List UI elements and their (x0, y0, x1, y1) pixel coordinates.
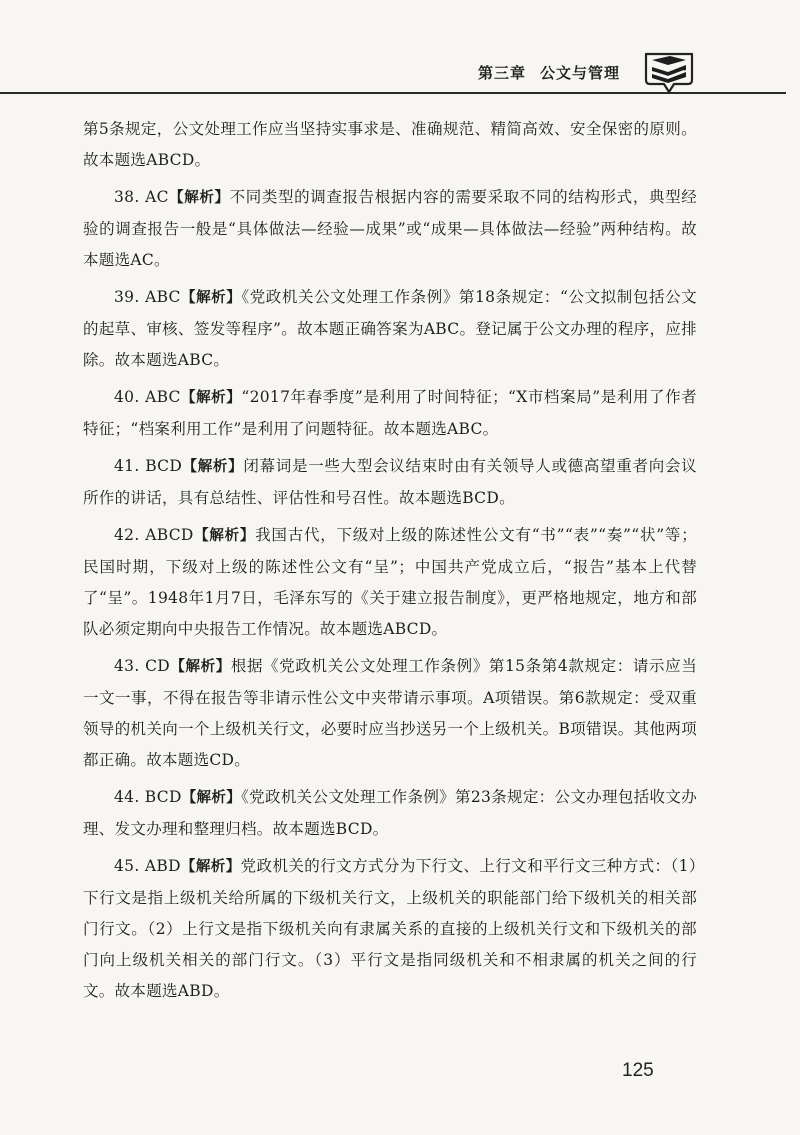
answer-lead: 44. BCD (114, 788, 182, 806)
answer-44 (83, 782, 697, 845)
analysis-tag: 【解析】 (181, 790, 242, 806)
answer-42 (83, 520, 697, 645)
analysis-tag: 【解析】 (170, 659, 231, 675)
answer-text: “2017年春季度”是利用了时间特征；“X市档案局”是利用了作者特征；“档案利用工作”是利用了问题特征。故本题选ABC。 (83, 388, 697, 438)
chapter-title: 公文与管理 (540, 64, 621, 82)
paragraph-text: 第5条规定，公文处理工作应当坚持实事求是、准确规范、精简高效、安全保密的原则。故本题选ABCD。 (83, 120, 697, 169)
running-header (478, 62, 620, 83)
answer-text: 党政机关的行文方式分为下行文、上行文和平行文三种方式：（1）下行文是指上级机关给所属的下级机关行文，上级机关的职能部门给下级机关的相关部门行文。（2）上行文是指下级机关向有隶属关系的直接的上级机关行文和下级机关的部门向上级机关相关的部门行文。（3）平行文是指同级机关和不相隶属的机关之间的行文。故本题选ABD。 (83, 857, 697, 1000)
header-rule (0, 92, 786, 94)
answer-lead: 41. BCD (114, 457, 183, 475)
paragraph-continuation (83, 114, 697, 176)
analysis-tag: 【解析】 (180, 390, 242, 406)
book-stack-icon (644, 50, 694, 98)
analysis-tag: 【解析】 (182, 459, 244, 475)
answer-39 (83, 282, 697, 376)
analysis-tag: 【解析】 (193, 528, 256, 544)
answer-text: 闭幕词是一些大型会议结束时由有关领导人或德高望重者向会议所作的讲话，具有总结性、评估性和号召性。故本题选BCD。 (83, 457, 697, 507)
chapter-number: 第三章 (478, 64, 527, 82)
analysis-tag: 【解析】 (180, 290, 242, 306)
answer-text: 不同类型的调查报告根据内容的需要采取不同的结构形式，典型经验的调查报告一般是“具体做法—经验—成果”或“成果—具体做法—经验”两种结构。故本题选AC。 (83, 188, 697, 269)
answer-text: 《党政机关公文处理工作条例》第18条规定：“公文拟制包括公文的起草、审核、签发等程序”。故本题正确答案为ABC。登记属于公文办理的程序，应排除。故本题选ABC。 (83, 288, 697, 369)
answer-38 (83, 182, 697, 276)
answer-lead: 42. ABCD (114, 526, 194, 544)
analysis-tag: 【解析】 (180, 859, 241, 875)
answer-text: 根据《党政机关公文处理工作条例》第15条第4款规定：请示应当一文一事，不得在报告等非请示性公文中夹带请示事项。A项错误。第6款规定：受双重领导的机关向一个上级机关行文，必要时应当抄送另一个上级机关。B项错误。其他两项都正确。故本题选CD。 (83, 657, 697, 769)
analysis-tag: 【解析】 (168, 190, 230, 206)
answer-lead: 38. AC (114, 188, 169, 206)
answer-45 (83, 851, 697, 1007)
answer-lead: 39. ABC (114, 288, 181, 306)
answer-lead: 43. CD (114, 657, 170, 675)
answer-text: 我国古代，下级对上级的陈述性公文有“书”“表”“奏”“状”等；民国时期，下级对上级的陈述性公文有“呈”；中国共产党成立后，“报告”基本上代替了“呈”。1948年1月7日，毛泽东写的《关于建立报告制度》，更严格地规定，地方和部队必须定期向中央报告工作情况。故本题选ABCD。 (83, 526, 697, 638)
answer-lead: 45. ABD (114, 857, 181, 875)
answer-explanations (83, 114, 697, 1013)
answer-41 (83, 451, 697, 514)
answer-text: 《党政机关公文处理工作条例》第23条规定：公文办理包括收文办理、发文办理和整理归档。故本题选BCD。 (83, 788, 697, 838)
answer-43 (83, 651, 697, 776)
answer-40 (83, 382, 697, 445)
page-number: 125 (622, 1060, 654, 1081)
answer-lead: 40. ABC (114, 388, 181, 406)
